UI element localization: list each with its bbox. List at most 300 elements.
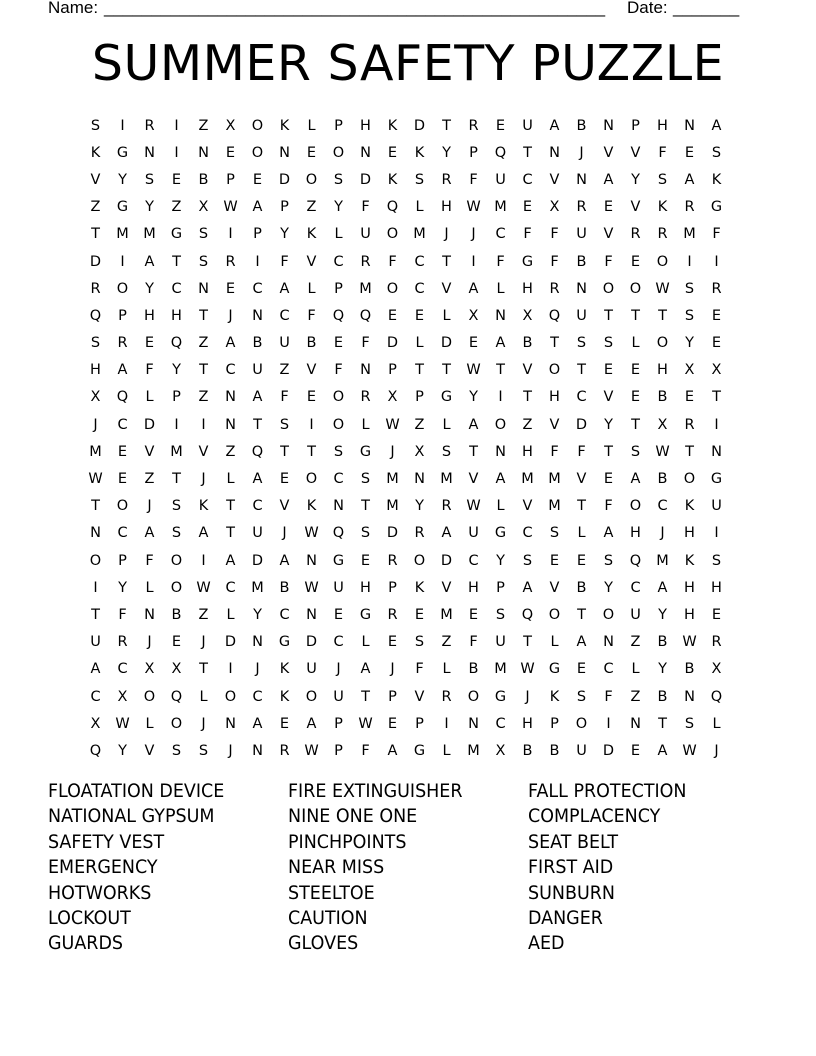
grid-letter[interactable]: F bbox=[361, 199, 370, 216]
grid-letter[interactable]: J bbox=[255, 661, 260, 678]
grid-letter[interactable]: L bbox=[442, 416, 451, 433]
grid-letter[interactable]: M bbox=[683, 226, 696, 243]
grid-letter[interactable]: E bbox=[387, 715, 398, 732]
grid-letter[interactable]: S bbox=[279, 416, 290, 433]
grid-letter[interactable]: J bbox=[147, 498, 152, 515]
grid-letter[interactable]: W bbox=[196, 579, 211, 596]
grid-letter[interactable]: K bbox=[414, 144, 425, 161]
grid-letter[interactable]: Y bbox=[118, 742, 127, 759]
grid-letter[interactable]: D bbox=[386, 525, 399, 542]
grid-letter[interactable]: M bbox=[116, 226, 129, 243]
grid-letter[interactable]: S bbox=[171, 498, 182, 515]
grid-letter[interactable]: B bbox=[684, 661, 695, 678]
grid-letter[interactable]: L bbox=[496, 498, 505, 515]
grid-letter[interactable]: A bbox=[522, 579, 533, 596]
grid-letter[interactable]: F bbox=[280, 253, 289, 270]
grid-letter[interactable]: P bbox=[388, 688, 397, 705]
grid-letter[interactable]: F bbox=[577, 443, 586, 460]
grid-letter[interactable]: E bbox=[549, 552, 560, 569]
grid-letter[interactable]: O bbox=[548, 606, 561, 623]
grid-letter[interactable]: M bbox=[386, 498, 399, 515]
grid-letter[interactable]: R bbox=[468, 117, 479, 134]
grid-letter[interactable]: M bbox=[251, 579, 264, 596]
grid-letter[interactable]: H bbox=[684, 606, 695, 623]
grid-letter[interactable]: Q bbox=[170, 335, 183, 352]
grid-letter[interactable]: A bbox=[657, 742, 668, 759]
grid-letter[interactable]: O bbox=[602, 606, 615, 623]
grid-letter[interactable]: Z bbox=[414, 416, 425, 433]
grid-letter[interactable]: T bbox=[91, 226, 100, 243]
grid-letter[interactable]: L bbox=[631, 661, 640, 678]
grid-letter[interactable]: S bbox=[198, 742, 209, 759]
grid-letter[interactable]: Y bbox=[415, 498, 424, 515]
grid-letter[interactable]: J bbox=[201, 471, 206, 488]
grid-letter[interactable]: L bbox=[361, 634, 370, 651]
grid-letter[interactable]: R bbox=[441, 688, 452, 705]
grid-letter[interactable]: B bbox=[657, 471, 668, 488]
grid-letter[interactable]: V bbox=[603, 144, 614, 161]
grid-letter[interactable]: L bbox=[226, 606, 235, 623]
grid-letter[interactable]: B bbox=[279, 579, 290, 596]
grid-letter[interactable]: I bbox=[93, 579, 98, 596]
grid-letter[interactable]: M bbox=[548, 498, 561, 515]
grid-letter[interactable]: Q bbox=[332, 525, 345, 542]
grid-letter[interactable]: Q bbox=[548, 307, 561, 324]
grid-letter[interactable]: G bbox=[413, 742, 426, 759]
grid-letter[interactable]: P bbox=[226, 171, 235, 188]
grid-letter[interactable]: O bbox=[629, 498, 642, 515]
grid-letter[interactable]: D bbox=[305, 634, 318, 651]
grid-letter[interactable]: E bbox=[387, 634, 398, 651]
grid-letter[interactable]: S bbox=[171, 742, 182, 759]
grid-letter[interactable]: S bbox=[198, 226, 209, 243]
grid-letter[interactable]: R bbox=[279, 742, 290, 759]
grid-letter[interactable]: C bbox=[522, 171, 533, 188]
grid-letter[interactable]: S bbox=[441, 443, 452, 460]
grid-letter[interactable]: L bbox=[415, 199, 424, 216]
grid-letter[interactable]: E bbox=[576, 661, 587, 678]
grid-letter[interactable]: Y bbox=[172, 362, 181, 379]
grid-letter[interactable]: K bbox=[387, 117, 398, 134]
grid-letter[interactable]: N bbox=[252, 634, 263, 651]
grid-letter[interactable]: K bbox=[279, 688, 290, 705]
grid-letter[interactable]: A bbox=[495, 471, 506, 488]
grid-letter[interactable]: T bbox=[442, 253, 451, 270]
grid-letter[interactable]: U bbox=[630, 606, 641, 623]
grid-letter[interactable]: Z bbox=[279, 362, 290, 379]
grid-letter[interactable]: L bbox=[145, 715, 154, 732]
grid-letter[interactable]: F bbox=[145, 362, 154, 379]
grid-letter[interactable]: T bbox=[577, 606, 586, 623]
grid-letter[interactable]: F bbox=[604, 688, 613, 705]
grid-letter[interactable]: M bbox=[440, 471, 453, 488]
grid-letter[interactable]: G bbox=[440, 389, 453, 406]
grid-letter[interactable]: A bbox=[225, 335, 236, 352]
grid-letter[interactable]: R bbox=[117, 335, 128, 352]
grid-letter[interactable]: N bbox=[225, 416, 236, 433]
grid-letter[interactable]: H bbox=[684, 525, 695, 542]
grid-letter[interactable]: F bbox=[145, 552, 154, 569]
grid-letter[interactable]: Y bbox=[604, 579, 613, 596]
grid-letter[interactable]: H bbox=[90, 362, 101, 379]
grid-letter[interactable]: T bbox=[577, 498, 586, 515]
grid-letter[interactable]: R bbox=[684, 416, 695, 433]
grid-letter[interactable]: R bbox=[441, 498, 452, 515]
grid-letter[interactable]: A bbox=[252, 715, 263, 732]
grid-letter[interactable]: X bbox=[90, 715, 101, 732]
name-field[interactable]: _____________________________________________________ bbox=[104, 0, 606, 17]
grid-letter[interactable]: Q bbox=[251, 443, 264, 460]
grid-letter[interactable]: L bbox=[307, 117, 316, 134]
grid-letter[interactable]: X bbox=[198, 199, 209, 216]
grid-letter[interactable]: I bbox=[714, 253, 719, 270]
grid-letter[interactable]: L bbox=[631, 335, 640, 352]
grid-letter[interactable]: U bbox=[576, 742, 587, 759]
grid-letter[interactable]: E bbox=[225, 280, 236, 297]
grid-letter[interactable]: T bbox=[550, 335, 559, 352]
grid-letter[interactable]: E bbox=[603, 199, 614, 216]
grid-letter[interactable]: G bbox=[494, 688, 507, 705]
grid-letter[interactable]: O bbox=[143, 688, 156, 705]
grid-letter[interactable]: J bbox=[147, 634, 152, 651]
grid-letter[interactable]: I bbox=[471, 253, 476, 270]
grid-letter[interactable]: Y bbox=[145, 280, 154, 297]
grid-letter[interactable]: F bbox=[118, 606, 127, 623]
grid-letter[interactable]: L bbox=[226, 471, 235, 488]
grid-letter[interactable]: T bbox=[361, 498, 370, 515]
grid-letter[interactable]: Q bbox=[116, 389, 129, 406]
grid-letter[interactable]: S bbox=[576, 335, 587, 352]
grid-letter[interactable]: C bbox=[333, 634, 344, 651]
grid-letter[interactable]: P bbox=[118, 552, 127, 569]
grid-letter[interactable]: A bbox=[387, 742, 398, 759]
grid-letter[interactable]: T bbox=[523, 634, 532, 651]
grid-letter[interactable]: X bbox=[414, 443, 425, 460]
grid-letter[interactable]: T bbox=[226, 498, 235, 515]
grid-letter[interactable]: S bbox=[549, 525, 560, 542]
grid-letter[interactable]: U bbox=[576, 307, 587, 324]
grid-letter[interactable]: P bbox=[334, 715, 343, 732]
grid-letter[interactable]: O bbox=[602, 280, 615, 297]
grid-letter[interactable]: N bbox=[576, 171, 587, 188]
grid-letter[interactable]: Y bbox=[145, 199, 154, 216]
grid-letter[interactable]: O bbox=[332, 389, 345, 406]
grid-letter[interactable]: Y bbox=[658, 606, 667, 623]
grid-letter[interactable]: C bbox=[333, 253, 344, 270]
grid-letter[interactable]: P bbox=[550, 715, 559, 732]
grid-letter[interactable]: G bbox=[116, 144, 129, 161]
grid-letter[interactable]: O bbox=[251, 144, 264, 161]
grid-letter[interactable]: X bbox=[549, 199, 560, 216]
grid-letter[interactable]: O bbox=[629, 280, 642, 297]
grid-letter[interactable]: T bbox=[442, 117, 451, 134]
grid-letter[interactable]: J bbox=[282, 525, 287, 542]
grid-letter[interactable]: Z bbox=[306, 199, 317, 216]
grid-letter[interactable]: R bbox=[711, 280, 722, 297]
grid-letter[interactable]: C bbox=[576, 389, 587, 406]
grid-letter[interactable]: Z bbox=[90, 199, 101, 216]
grid-letter[interactable]: M bbox=[89, 443, 102, 460]
grid-letter[interactable]: V bbox=[441, 280, 452, 297]
grid-letter[interactable]: Y bbox=[496, 552, 505, 569]
grid-letter[interactable]: H bbox=[441, 199, 452, 216]
grid-letter[interactable]: P bbox=[334, 117, 343, 134]
grid-letter[interactable]: E bbox=[387, 307, 398, 324]
grid-letter[interactable]: K bbox=[711, 171, 722, 188]
grid-letter[interactable]: D bbox=[143, 416, 156, 433]
grid-letter[interactable]: E bbox=[171, 171, 182, 188]
grid-letter[interactable]: Z bbox=[144, 471, 155, 488]
grid-letter[interactable]: B bbox=[468, 661, 479, 678]
grid-letter[interactable]: V bbox=[441, 579, 452, 596]
grid-letter[interactable]: A bbox=[468, 280, 479, 297]
grid-letter[interactable]: Q bbox=[521, 606, 534, 623]
grid-letter[interactable]: M bbox=[494, 661, 507, 678]
grid-letter[interactable]: N bbox=[360, 362, 371, 379]
grid-letter[interactable]: E bbox=[252, 171, 263, 188]
grid-letter[interactable]: I bbox=[228, 226, 233, 243]
grid-letter[interactable]: Z bbox=[225, 443, 236, 460]
grid-letter[interactable]: K bbox=[387, 171, 398, 188]
grid-letter[interactable]: T bbox=[712, 389, 721, 406]
grid-letter[interactable]: N bbox=[252, 742, 263, 759]
grid-letter[interactable]: O bbox=[224, 688, 237, 705]
grid-letter[interactable]: N bbox=[306, 552, 317, 569]
grid-letter[interactable]: M bbox=[521, 471, 534, 488]
grid-letter[interactable]: E bbox=[711, 307, 722, 324]
grid-letter[interactable]: I bbox=[714, 525, 719, 542]
grid-letter[interactable]: P bbox=[280, 199, 289, 216]
grid-letter[interactable]: N bbox=[549, 144, 560, 161]
grid-letter[interactable]: B bbox=[171, 606, 182, 623]
grid-letter[interactable]: Y bbox=[658, 661, 667, 678]
grid-letter[interactable]: N bbox=[225, 715, 236, 732]
grid-letter[interactable]: X bbox=[684, 362, 695, 379]
grid-letter[interactable]: T bbox=[307, 443, 316, 460]
grid-letter[interactable]: H bbox=[522, 715, 533, 732]
grid-letter[interactable]: V bbox=[468, 471, 479, 488]
grid-letter[interactable]: K bbox=[684, 552, 695, 569]
grid-letter[interactable]: M bbox=[143, 226, 156, 243]
grid-letter[interactable]: P bbox=[334, 280, 343, 297]
grid-letter[interactable]: T bbox=[361, 688, 370, 705]
grid-letter[interactable]: Z bbox=[198, 117, 209, 134]
grid-letter[interactable]: V bbox=[576, 471, 587, 488]
grid-letter[interactable]: C bbox=[171, 280, 182, 297]
grid-letter[interactable]: N bbox=[279, 144, 290, 161]
grid-letter[interactable]: M bbox=[656, 552, 669, 569]
grid-letter[interactable]: S bbox=[360, 525, 371, 542]
grid-letter[interactable]: O bbox=[116, 280, 129, 297]
grid-letter[interactable]: X bbox=[711, 362, 722, 379]
grid-letter[interactable]: J bbox=[336, 661, 341, 678]
grid-letter[interactable]: F bbox=[415, 661, 424, 678]
grid-letter[interactable]: R bbox=[117, 634, 128, 651]
grid-letter[interactable]: C bbox=[414, 253, 425, 270]
grid-letter[interactable]: V bbox=[603, 389, 614, 406]
grid-letter[interactable]: A bbox=[306, 715, 317, 732]
grid-letter[interactable]: J bbox=[471, 226, 476, 243]
grid-letter[interactable]: L bbox=[442, 742, 451, 759]
grid-letter[interactable]: D bbox=[386, 335, 399, 352]
grid-letter[interactable]: L bbox=[442, 307, 451, 324]
grid-letter[interactable]: S bbox=[198, 253, 209, 270]
grid-letter[interactable]: S bbox=[684, 307, 695, 324]
grid-letter[interactable]: P bbox=[415, 389, 424, 406]
grid-letter[interactable]: K bbox=[684, 498, 695, 515]
grid-letter[interactable]: R bbox=[360, 389, 371, 406]
grid-letter[interactable]: O bbox=[305, 688, 318, 705]
grid-letter[interactable]: X bbox=[225, 117, 236, 134]
grid-letter[interactable]: E bbox=[306, 389, 317, 406]
grid-letter[interactable]: J bbox=[93, 416, 98, 433]
grid-letter[interactable]: U bbox=[333, 579, 344, 596]
grid-letter[interactable]: S bbox=[684, 715, 695, 732]
grid-letter[interactable]: C bbox=[252, 280, 263, 297]
grid-letter[interactable]: V bbox=[549, 416, 560, 433]
grid-letter[interactable]: S bbox=[90, 117, 101, 134]
grid-letter[interactable]: C bbox=[279, 307, 290, 324]
grid-letter[interactable]: M bbox=[440, 606, 453, 623]
grid-letter[interactable]: I bbox=[714, 416, 719, 433]
grid-letter[interactable]: R bbox=[225, 253, 236, 270]
grid-letter[interactable]: R bbox=[144, 117, 155, 134]
grid-letter[interactable]: T bbox=[199, 307, 208, 324]
grid-letter[interactable]: D bbox=[224, 634, 237, 651]
grid-letter[interactable]: T bbox=[685, 443, 694, 460]
grid-letter[interactable]: Y bbox=[334, 199, 343, 216]
grid-letter[interactable]: P bbox=[172, 389, 181, 406]
grid-letter[interactable]: T bbox=[91, 606, 100, 623]
grid-letter[interactable]: V bbox=[522, 362, 533, 379]
grid-letter[interactable]: U bbox=[495, 171, 506, 188]
grid-letter[interactable]: S bbox=[711, 552, 722, 569]
grid-letter[interactable]: I bbox=[444, 715, 449, 732]
grid-letter[interactable]: O bbox=[89, 552, 102, 569]
grid-letter[interactable]: M bbox=[494, 199, 507, 216]
grid-letter[interactable]: I bbox=[201, 416, 206, 433]
grid-letter[interactable]: X bbox=[495, 742, 506, 759]
grid-letter[interactable]: F bbox=[307, 307, 316, 324]
grid-letter[interactable]: S bbox=[522, 552, 533, 569]
grid-letter[interactable]: E bbox=[468, 606, 479, 623]
grid-letter[interactable]: O bbox=[386, 280, 399, 297]
grid-letter[interactable]: Q bbox=[89, 307, 102, 324]
grid-letter[interactable]: O bbox=[170, 715, 183, 732]
grid-letter[interactable]: O bbox=[494, 416, 507, 433]
grid-letter[interactable]: E bbox=[711, 335, 722, 352]
grid-letter[interactable]: O bbox=[251, 117, 264, 134]
grid-letter[interactable]: D bbox=[359, 171, 372, 188]
grid-letter[interactable]: A bbox=[360, 661, 371, 678]
grid-letter[interactable]: R bbox=[576, 199, 587, 216]
grid-letter[interactable]: M bbox=[548, 471, 561, 488]
grid-letter[interactable]: E bbox=[630, 253, 641, 270]
grid-letter[interactable]: B bbox=[522, 742, 533, 759]
grid-letter[interactable]: S bbox=[171, 525, 182, 542]
grid-letter[interactable]: S bbox=[711, 144, 722, 161]
grid-letter[interactable]: V bbox=[90, 171, 101, 188]
grid-letter[interactable]: F bbox=[550, 253, 559, 270]
grid-letter[interactable]: G bbox=[494, 525, 507, 542]
grid-letter[interactable]: N bbox=[144, 606, 155, 623]
grid-letter[interactable]: W bbox=[385, 416, 400, 433]
grid-letter[interactable]: O bbox=[170, 579, 183, 596]
grid-letter[interactable]: H bbox=[171, 307, 182, 324]
grid-letter[interactable]: N bbox=[144, 144, 155, 161]
grid-letter[interactable]: T bbox=[469, 443, 478, 460]
grid-letter[interactable]: O bbox=[656, 335, 669, 352]
grid-letter[interactable]: Y bbox=[442, 144, 451, 161]
grid-letter[interactable]: M bbox=[386, 471, 399, 488]
grid-letter[interactable]: W bbox=[655, 280, 670, 297]
grid-letter[interactable]: B bbox=[252, 335, 263, 352]
grid-letter[interactable]: F bbox=[280, 389, 289, 406]
grid-letter[interactable]: S bbox=[414, 171, 425, 188]
grid-letter[interactable]: S bbox=[603, 335, 614, 352]
grid-letter[interactable]: G bbox=[278, 634, 291, 651]
grid-letter[interactable]: H bbox=[468, 579, 479, 596]
grid-letter[interactable]: A bbox=[495, 335, 506, 352]
grid-letter[interactable]: N bbox=[684, 117, 695, 134]
grid-letter[interactable]: E bbox=[306, 144, 317, 161]
grid-letter[interactable]: E bbox=[468, 335, 479, 352]
grid-letter[interactable]: D bbox=[575, 416, 588, 433]
grid-letter[interactable]: R bbox=[441, 171, 452, 188]
grid-letter[interactable]: Z bbox=[198, 389, 209, 406]
grid-letter[interactable]: Q bbox=[359, 307, 372, 324]
grid-letter[interactable]: B bbox=[306, 335, 317, 352]
grid-letter[interactable]: X bbox=[171, 661, 182, 678]
grid-letter[interactable]: X bbox=[657, 416, 668, 433]
grid-letter[interactable]: V bbox=[603, 226, 614, 243]
grid-letter[interactable]: N bbox=[225, 389, 236, 406]
grid-letter[interactable]: W bbox=[520, 661, 535, 678]
grid-letter[interactable]: N bbox=[603, 634, 614, 651]
grid-letter[interactable]: F bbox=[523, 226, 532, 243]
grid-letter[interactable]: D bbox=[89, 253, 102, 270]
grid-letter[interactable]: I bbox=[687, 253, 692, 270]
grid-letter[interactable]: U bbox=[711, 498, 722, 515]
grid-letter[interactable]: F bbox=[496, 253, 505, 270]
grid-letter[interactable]: H bbox=[630, 525, 641, 542]
grid-letter[interactable]: C bbox=[603, 661, 614, 678]
grid-letter[interactable]: H bbox=[657, 117, 668, 134]
grid-letter[interactable]: L bbox=[361, 416, 370, 433]
grid-letter[interactable]: D bbox=[413, 117, 426, 134]
grid-letter[interactable]: F bbox=[361, 742, 370, 759]
grid-letter[interactable]: E bbox=[630, 362, 641, 379]
grid-letter[interactable]: C bbox=[225, 362, 236, 379]
grid-letter[interactable]: U bbox=[522, 117, 533, 134]
grid-letter[interactable]: A bbox=[279, 280, 290, 297]
grid-letter[interactable]: Z bbox=[630, 634, 641, 651]
grid-letter[interactable]: J bbox=[660, 525, 665, 542]
grid-letter[interactable]: N bbox=[495, 443, 506, 460]
grid-letter[interactable]: A bbox=[252, 199, 263, 216]
grid-letter[interactable]: G bbox=[359, 443, 372, 460]
grid-letter[interactable]: I bbox=[498, 389, 503, 406]
grid-letter[interactable]: A bbox=[603, 171, 614, 188]
grid-letter[interactable]: N bbox=[495, 307, 506, 324]
grid-letter[interactable]: T bbox=[523, 144, 532, 161]
grid-letter[interactable]: A bbox=[549, 117, 560, 134]
grid-letter[interactable]: A bbox=[603, 525, 614, 542]
grid-letter[interactable]: Z bbox=[198, 335, 209, 352]
grid-letter[interactable]: V bbox=[549, 579, 560, 596]
grid-letter[interactable]: X bbox=[117, 688, 128, 705]
grid-letter[interactable]: T bbox=[604, 307, 613, 324]
